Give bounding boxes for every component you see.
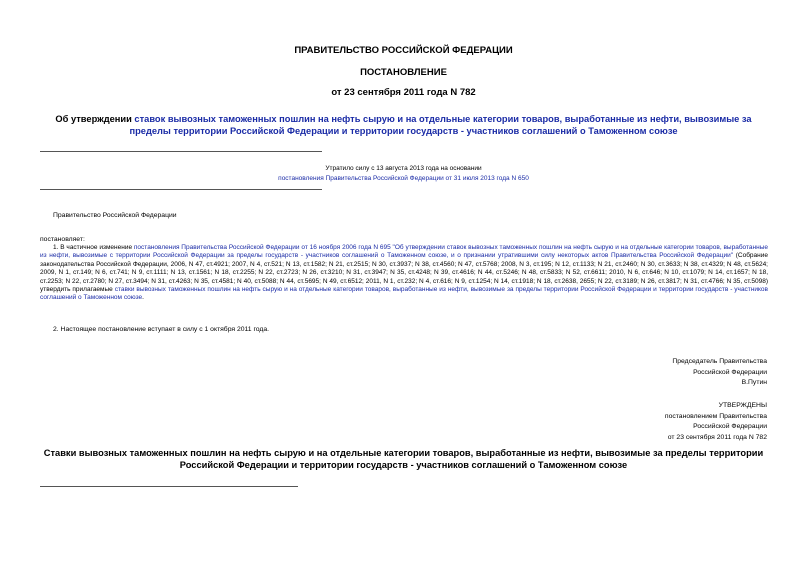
- signature-title: Председатель Правительства: [672, 358, 767, 365]
- p1-end: .: [142, 294, 144, 302]
- decides-line: постановляет:: [40, 236, 85, 243]
- p1-link-decree-695[interactable]: постановления Правительства Российской Федерации от 16 ноября 2006 года N 695 "Об утверждении ставок вывозных таможенных пошлин на нефть сырую и на отдельные категории товаров, выработанные из нефти, вывозимые с территории Российской Федерации за пределы государств - участников соглашений о Таможенном союзе, и о признании утратившими силу некоторых актов Правительства Российской Федерации": [40, 244, 768, 260]
- signature-block: [672, 357, 767, 389]
- p1-sources: (Собрание законодательства Российской Федерации, 2006, N 47, ст.4921; 2007, N 4, ст.521; N 13, ст.1582; N 21, ст.2515; N 30, ст.3937; N 38, ст.4560; N 47, ст.5768; 2008, N 3, ст.195; N 12, ст.1133; N 21, ст.2460; N 30, ст.3633; N 38, ст.4329; N 48, ст.5624; 2009, N 1, ст.149; N 6, ст.741; N 9, ст.1111; N 13, ст.1561; N 18, ст.2255; N 22, ст.2723; N 26, ст.3210; N 31, ст.3947; N 35, ст.4248; N 39, ст.4616; N 44, ст.5246; N 48, ст.5833; N 52, ст.6611; 2010, N 6, ст.646; N 10, ст.1079; N 14, ст.1657; N 18, ст.2253; N 22, ст.2780; N 27, ст.3494; N 31, ст.4263; N 35, ст.4581; N 40, ст.5088; N 44, ст.5695; N 49, ст.6512; 2011, N 1, ст.232; N 4, ст.616; N 9, ст.1254; N 14, ст.1918; N 18, ст.2638, 2655; N 22, ст.3189; N 26, ст.3817; N 31, ст.4766; N 35, ст.5098) утвердить прилагаемые: [40, 252, 768, 294]
- expiry-note: Утратило силу с 13 августа 2013 года на основании: [325, 165, 482, 172]
- title-prefix: Об утверждении: [55, 114, 135, 124]
- divider-top: [40, 151, 322, 152]
- approved-block: [665, 401, 767, 443]
- divider-expiry: [40, 189, 322, 190]
- expiry-link-line: [0, 175, 807, 182]
- paragraph-2: 2. Настоящее постановление вступает в силу с 1 октября 2011 года.: [53, 326, 270, 333]
- signature-country: Российской Федерации: [693, 368, 767, 376]
- p1-link-rates[interactable]: ставки вывозных таможенных пошлин на нефть сырую и на отдельные категории товаров, выработанные из нефти, вывозимые за пределы территории Российской Федерации и территории государств - участников соглашений о Таможенном союзе: [40, 286, 768, 302]
- document-date: от 23 сентября 2011 года N 782: [331, 87, 476, 98]
- document-type: ПОСТАНОВЛЕНИЕ: [360, 67, 447, 78]
- paragraph-1: [40, 244, 768, 303]
- expiry-link[interactable]: постановления Правительства Российской Федерации от 31 июля 2013 года N 650: [278, 175, 529, 182]
- title-link[interactable]: ставок вывозных таможенных пошлин на нефть сырую и на отдельные категории товаров, выработанные из нефти, вывозимые за пределы территории Российской Федерации и территории государств - участников соглашений о Таможенном союзе: [129, 114, 752, 136]
- approved-label: УТВЕРЖДЕНЫ: [718, 402, 767, 409]
- p1-intro: 1. В частичное изменение: [53, 244, 134, 251]
- government-line: Правительство Российской Федерации: [53, 212, 177, 219]
- approved-date: от 23 сентября 2011 года N 782: [667, 433, 767, 441]
- annex-title: Ставки вывозных таможенных пошлин на нефть сырую и на отдельные категории товаров, выработанные из нефти, вывозимые за пределы территории Российской Федерации и территории государств - участников соглашений о Таможенном союзе: [43, 448, 764, 470]
- government-name: ПРАВИТЕЛЬСТВО РОССИЙСКОЙ ФЕДЕРАЦИИ: [294, 45, 513, 56]
- document-title: [40, 113, 767, 137]
- approved-country: Российской Федерации: [693, 423, 767, 430]
- divider-bottom: [40, 486, 298, 487]
- signature-name: В.Путин: [741, 379, 767, 386]
- approved-by: постановлением Правительства: [664, 412, 767, 420]
